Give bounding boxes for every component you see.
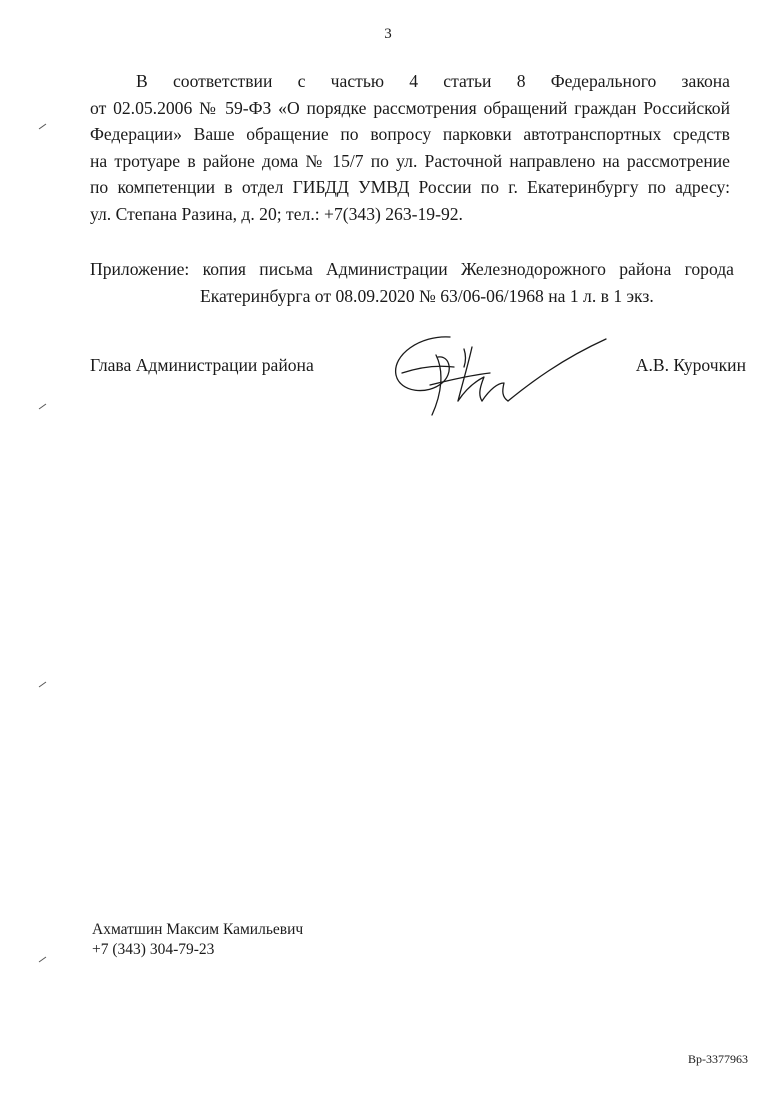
paragraph-line: на тротуаре в районе дома № 15/7 по ул. Расточной направлено на рассмотрение: [90, 150, 730, 171]
attachment-note: [90, 256, 734, 310]
page-number: 3: [384, 26, 392, 42]
executor-name: Ахматшин Максим Камильевич: [92, 921, 304, 938]
main-paragraph: [90, 68, 730, 228]
executor-phone: +7 (343) 304-79-23: [92, 941, 215, 958]
signatory-name: А.В. Курочкин: [635, 355, 746, 375]
paragraph-line: по компетенции в отдел ГИБДД УМВД России по г. Екатеринбургу по адресу:: [90, 177, 730, 198]
attachment-line-1: Приложение: копия письма Администрации Железнодорожного района города: [90, 259, 734, 279]
scan-mark-icon: [38, 955, 48, 963]
executor-info: [92, 920, 303, 960]
paragraph-line: В соответствии с частью 4 статьи 8 Федерального закона: [136, 71, 730, 91]
document-code: Вр-3377963: [688, 1052, 748, 1066]
paragraph-line: ул. Степана Разина, д. 20; тел.: +7(343) 263-19-92.: [90, 203, 463, 224]
scan-mark-icon: [38, 122, 48, 130]
paragraph-line: Федерации» Ваше обращение по вопросу парковки автотранспортных средств: [90, 124, 730, 145]
scan-mark-icon: [38, 402, 48, 410]
signatory-title: Глава Администрации района: [90, 355, 314, 375]
scan-mark-icon: [38, 680, 48, 688]
handwritten-signature: [380, 325, 610, 425]
paragraph-line: от 02.05.2006 № 59-ФЗ «О порядке рассмотрения обращений граждан Российской: [90, 97, 730, 118]
attachment-line-2: Екатеринбурга от 08.09.2020 № 63/06-06/1968 на 1 л. в 1 экз.: [200, 286, 654, 306]
